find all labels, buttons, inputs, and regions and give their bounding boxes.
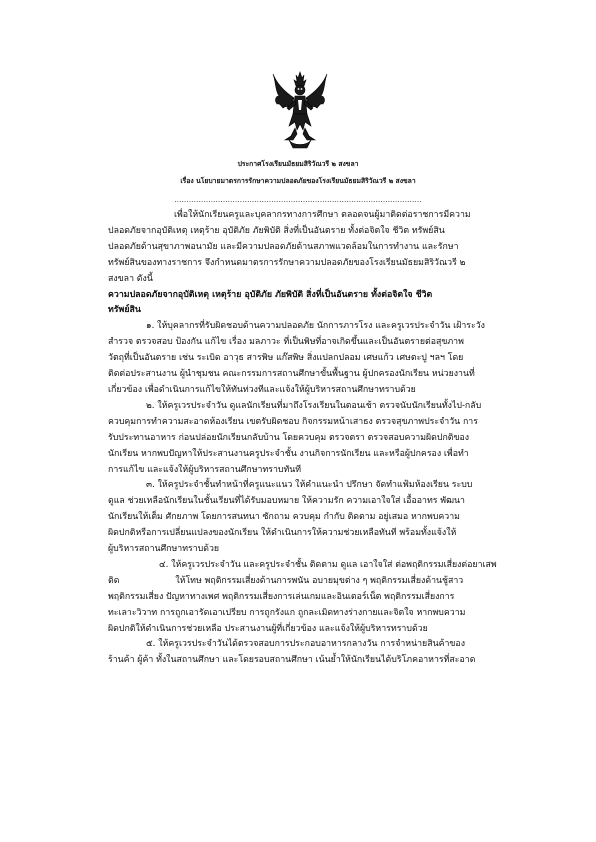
item-line: ควบคุมการทำความสะอาดห้องเรียน เขตรับผิดชอบ กิจกรรมหน้าเสาธง ตรวจสุขภาพประจำวัน การ bbox=[108, 416, 478, 427]
item-line: เกี่ยวข้อง เพื่อดำเนินการแก้ไขให้ทันท่วงทีและแจ้งให้ผู้บริหารสถานศึกษาทราบด้วย bbox=[108, 384, 416, 395]
item-line: ผู้บริหารสถานศึกษาทราบด้วย bbox=[108, 544, 220, 555]
intro-paragraph bbox=[108, 208, 505, 288]
announcement-subject: เรื่อง นโยบายมาตรการรักษาความปลอดภัยของโรงเรียนมัธยมสิริวัณวรี ๒ สงขลา bbox=[180, 177, 416, 185]
item-line: ติด ให้โทษ พฤติกรรมเสี่ยงด้านการพนัน อบายมุขต่าง ๆ พฤติกรรมเสี่ยงด้านชู้สาว bbox=[108, 575, 464, 586]
announcement-title: ประกาศโรงเรียนมัธยมสิริวัณวรี ๒ สงขลา bbox=[237, 160, 359, 168]
item-line: ทะเลาะวิวาท การถูกเอารัดเอาเปรียบ การถูกรังแก ถูกละเมิดทางร่างกายและจิตใจ หากพบความ bbox=[108, 607, 466, 618]
separator-dots: ...................................................................................................... bbox=[174, 196, 422, 204]
item-line: ๑. ให้บุคลากรที่รับผิดชอบด้านความปลอดภัย นักการภารโรง และครูเวรประจำวัน เฝ้าระวัง bbox=[146, 321, 485, 332]
section-heading bbox=[108, 288, 505, 320]
item-line: สำรวจ ตรวจสอบ ป้องกัน แก้ไข เรื่อง มลภาวะ ที่เป็นพิษที่อาจเกิดขึ้นและเป็นอันตรายต่อสุขภาพ bbox=[108, 337, 464, 348]
intro-line: ทรัพย์สินของทางราชการ จึงกำหนดมาตรการรักษาความปลอดภัยของโรงเรียนมัธยมสิริวัณวรี ๒ bbox=[108, 257, 466, 268]
intro-line: ปลอดภัยจากอุบัติเหตุ เหตุร้าย อุบัติภัย ภัยพิบัติ สิ่งที่เป็นอันตราย ทั้งต่อจิตใจ ชีวิต ทรัพย์สิน bbox=[108, 225, 445, 236]
item-line: ผิดปกติหรือการเปลี่ยนแปลงของนักเรียน ให้ดำเนินการให้ความช่วยเหลือทันที พร้อมทั้งแจ้งให้ bbox=[108, 528, 457, 539]
item-line: วัตถุที่เป็นอันตราย เช่น ระเบิด อาวุธ สารพิษ แก๊สพิษ สิ่งแปลกปลอม เศษแก้ว เศษตะปู ฯลฯ โดย bbox=[108, 353, 464, 364]
item-line: นักเรียน หากพบปัญหาให้ประสานงานครูประจำชั้น งานกิจการนักเรียน และหรือผู้ปกครอง เพื่อทำ bbox=[108, 448, 469, 459]
item-3 bbox=[108, 478, 505, 558]
item-2 bbox=[108, 399, 505, 479]
intro-line: ปลอดภัยด้านสุขาภาพอนามัย และมีความปลอดภัยด้านสภาพแวดล้อมในการทำงาน และรักษา bbox=[108, 241, 459, 252]
item-line: ๕. ให้ครูเวรประจำวันได้ตรวจสอบการประกอบอาหารกลางวัน การจำหน่ายสินค้าของ bbox=[146, 639, 466, 650]
intro-line: สงขลา ดังนี้ bbox=[108, 273, 153, 284]
item-line: ๔. ให้ครูเวรประจำวัน และครูประจำชั้น ติดตาม ดูแล เอาใจใส่ ต่อพฤติกรรมเสี่ยงต่อยาเสพ bbox=[159, 559, 497, 570]
item-line: พฤติกรรมเสี่ยง ปัญหาทางเพศ พฤติกรรมเสี่ยงการเล่นเกมและอินเตอร์เน็ต พฤติกรรมเสี่ยงการ bbox=[108, 591, 455, 602]
item-line: ดูแล ช่วยเหลือนักเรียนในชั้นเรียนที่ได้รับมอบหมาย ให้ความรัก ความเอาใจใส่ เอื้ออาทร พัฒนา bbox=[108, 496, 465, 507]
item-5 bbox=[108, 637, 505, 669]
intro-line: เพื่อให้นักเรียนครูและบุคลากรทางการศึกษา ตลอดจนผู้มาติดต่อราชการมีความ bbox=[174, 210, 471, 220]
garuda-emblem-icon bbox=[271, 70, 329, 152]
item-line: ๓. ให้ครูประจำชั้นทำหน้าที่ครูแนะแนว ให้คำแนะนำ ปรึกษา จัดทำแฟ้มห้องเรียน ระบบ bbox=[146, 480, 473, 491]
item-line: นักเรียนให้เต็ม ศักยภาพ โดยการสนทนา ซักถาม ควบคุม กำกับ ติดตาม อยู่เสมอ หากพบความ bbox=[108, 512, 460, 523]
document-body bbox=[108, 208, 505, 669]
item-line: ๒. ให้ครูเวรประจำวัน ดูแลนักเรียนที่มาถึงโรงเรียนในตอนเช้า ตรวจนับนักเรียนทั้งไป-กลับ bbox=[146, 400, 482, 411]
item-line: ติดต่อประสานงาน ผู้นำชุมชน คณะกรรมการสถานศึกษาขั้นพื้นฐาน ผู้ปกครองนักเรียน หน่วยงานที่ bbox=[108, 369, 475, 380]
item-4 bbox=[108, 558, 505, 638]
section-heading-line: ทรัพย์สิน bbox=[108, 305, 141, 316]
item-line: ผิดปกติให้ดำเนินการช่วยเหลือ ประสานงานผู้ที่เกี่ยวข้อง และแจ้งให้ผู้บริหารทราบด้วย bbox=[108, 623, 428, 634]
item-line: รับประทานอาหาร ก่อนปล่อยนักเรียนกลับบ้าน โดยควบคุม ตรวจตรา ตรวจสอบความผิดปกติของ bbox=[108, 432, 470, 443]
item-line: การแก้ไข และแจ้งให้ผู้บริหารสถานศึกษาทราบทันที bbox=[108, 464, 302, 475]
item-1 bbox=[108, 319, 505, 399]
item-line: ร้านค้า ผู้ค้า ทั้งในสถานศึกษา และโดยรอบสถานศึกษา เน้นย้ำให้นักเรียนได้บริโภคอาหารที่สะอาด bbox=[108, 655, 476, 666]
section-heading-line: ความปลอดภัยจากอุบัติเหตุ เหตุร้าย อุบัติภัย ภัยพิบัติ สิ่งที่เป็นอันตราย ทั้งต่อจิตใจ ชีวิต bbox=[108, 289, 433, 300]
